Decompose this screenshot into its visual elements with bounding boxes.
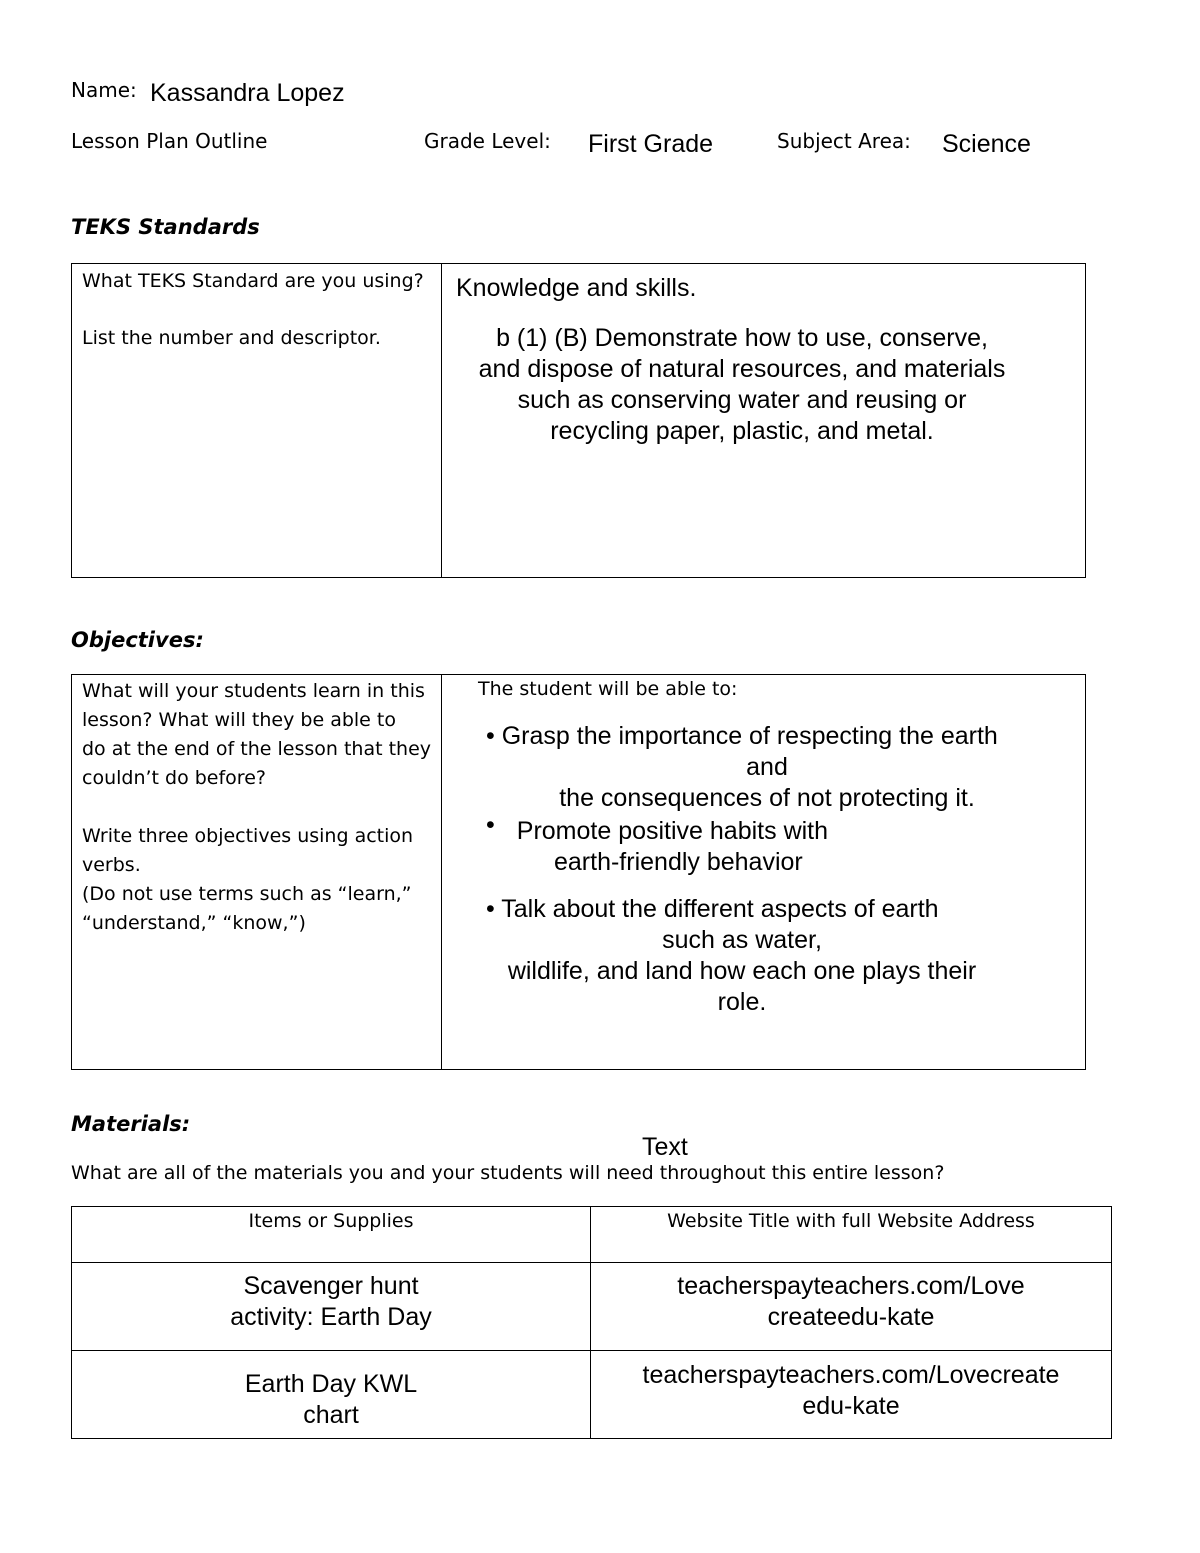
objectives-prompt-cell bbox=[72, 675, 442, 1070]
objective-item-1 bbox=[442, 721, 1042, 814]
objective-line: the consequences of not protecting it. bbox=[559, 784, 975, 812]
teks-answer-line: recycling paper, plastic, and metal. bbox=[550, 417, 934, 445]
materials-question: What are all of the materials you and your students will need throughout this entire lesson? bbox=[71, 1162, 945, 1184]
materials-col-header-items bbox=[72, 1207, 591, 1263]
material-item-line: activity: Earth Day bbox=[230, 1303, 432, 1331]
material-site-line: teacherspayteachers.com/Love bbox=[677, 1272, 1025, 1300]
teks-heading: TEKS Standards bbox=[71, 215, 260, 239]
objective-line: Talk about the different aspects of earth bbox=[501, 895, 939, 923]
objective-line: role. bbox=[717, 988, 767, 1016]
objective-line: earth-friendly behavior bbox=[554, 848, 803, 876]
material-item-cell bbox=[72, 1351, 591, 1439]
teks-answer-line: b (1) (B) Demonstrate how to use, conserve, bbox=[496, 324, 988, 352]
bullet-icon: • bbox=[486, 895, 495, 923]
material-item-line: chart bbox=[303, 1401, 359, 1429]
teks-table bbox=[71, 263, 1086, 578]
teks-answer-line: and dispose of natural resources, and materials bbox=[478, 355, 1006, 383]
lesson-plan-label: Lesson Plan Outline bbox=[71, 129, 268, 153]
objectives-prompt-line: couldn’t do before? bbox=[82, 767, 266, 789]
name-label: Name: bbox=[71, 78, 137, 102]
websites-header-label: Website Title with full Website Address bbox=[667, 1210, 1035, 1232]
bullet-icon: • bbox=[486, 811, 495, 839]
objective-line: Promote positive habits with bbox=[516, 817, 829, 845]
objectives-prompt2-line: “understand,” “know,”) bbox=[82, 912, 306, 934]
objectives-prompt-line: What will your students learn in this bbox=[82, 680, 425, 702]
grade-level-value: First Grade bbox=[588, 130, 714, 158]
objective-line: Grasp the importance of respecting the earth bbox=[501, 722, 998, 750]
items-header-label: Items or Supplies bbox=[248, 1210, 414, 1232]
objectives-intro: The student will be able to: bbox=[478, 678, 738, 700]
grade-level-label: Grade Level: bbox=[424, 129, 551, 153]
material-site-cell bbox=[591, 1351, 1112, 1439]
material-item-line: Scavenger hunt bbox=[243, 1272, 419, 1300]
material-site-line: createedu-kate bbox=[767, 1303, 935, 1331]
objective-item-2 bbox=[442, 811, 1042, 878]
objective-item-3 bbox=[442, 894, 1042, 1018]
materials-table bbox=[71, 1206, 1112, 1439]
table-row bbox=[72, 1351, 1112, 1439]
material-site-line: edu-kate bbox=[802, 1392, 900, 1420]
table-row bbox=[72, 1263, 1112, 1351]
objective-line: and bbox=[746, 753, 788, 781]
teks-prompt-question: What TEKS Standard are you using? bbox=[82, 270, 424, 292]
material-site-line: teacherspayteachers.com/Lovecreate bbox=[642, 1361, 1060, 1389]
name-value: Kassandra Lopez bbox=[150, 79, 345, 107]
material-item-line: Earth Day KWL bbox=[244, 1370, 418, 1398]
material-item-cell bbox=[72, 1263, 591, 1351]
materials-heading: Materials: bbox=[71, 1112, 191, 1136]
objectives-answer-cell bbox=[442, 675, 1086, 1070]
objective-line: such as water, bbox=[662, 926, 822, 954]
objectives-heading: Objectives: bbox=[71, 628, 204, 652]
teks-answer-body bbox=[442, 323, 1042, 447]
teks-answer-title: Knowledge and skills. bbox=[456, 274, 697, 302]
objectives-table bbox=[71, 674, 1086, 1070]
objectives-prompt2-line: verbs. bbox=[82, 854, 141, 876]
objectives-prompt2-line: Write three objectives using action bbox=[82, 825, 414, 847]
teks-answer-cell bbox=[442, 264, 1086, 578]
materials-col-header-websites bbox=[591, 1207, 1112, 1263]
subject-area-value: Science bbox=[942, 130, 1031, 158]
objectives-prompt2-line: (Do not use terms such as “learn,” bbox=[82, 883, 412, 905]
teks-prompt-instruction: List the number and descriptor. bbox=[82, 327, 381, 349]
bullet-icon: • bbox=[486, 722, 495, 750]
objective-line: wildlife, and land how each one plays their bbox=[507, 957, 977, 985]
material-site-cell bbox=[591, 1263, 1112, 1351]
objectives-prompt-line: lesson? What will they be able to bbox=[82, 709, 396, 731]
teks-prompt-cell bbox=[72, 264, 442, 578]
teks-answer-line: such as conserving water and reusing or bbox=[517, 386, 967, 414]
subject-area-label: Subject Area: bbox=[777, 129, 911, 153]
objectives-prompt-line: do at the end of the lesson that they bbox=[82, 738, 432, 760]
floating-text-box: Text bbox=[642, 1133, 688, 1161]
